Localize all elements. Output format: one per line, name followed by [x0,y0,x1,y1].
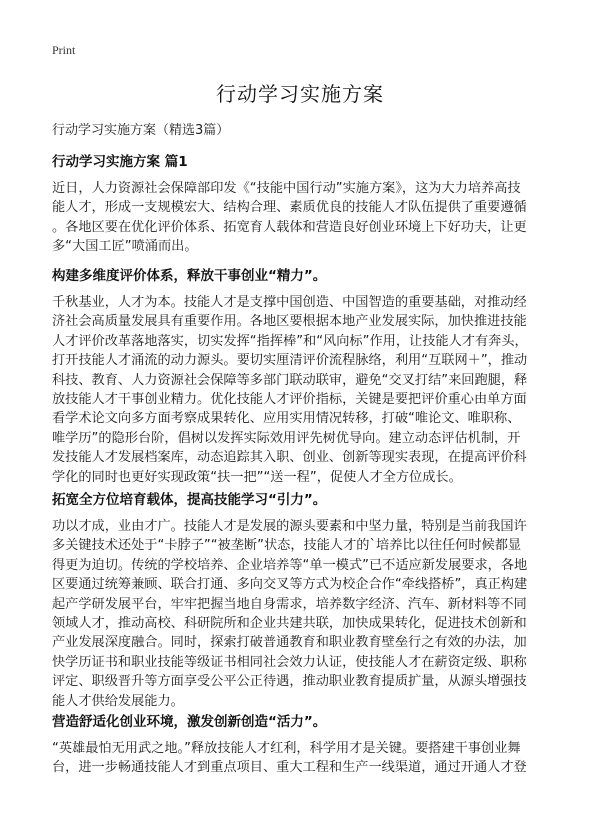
paragraph-line: 评定、职级晋升等方面享受公平公正待遇，推动职业教育提质扩量，从源头增强技 [52,674,527,690]
paragraph-line: 学化的同时也更好实现政策“扶一把”“送一程”，促使人才全方位成长。 [52,469,462,485]
paragraph-line: 快学历证书和职业技能等级证书相同社会效力认证，使技能人才在薪资定级、职称 [52,654,527,670]
paragraph-line: “英雄最怕无用武之地。”释放技能人才红利，科学用才是关键。要搭建干事创业舞 [52,741,521,756]
paragraph-line: 台，进一步畅通技能人才到重点项目、重大工程和生产一线渠道，通过开通人才登 [52,760,527,776]
paragraph-line: 能人才供给发展能力。 [52,693,184,709]
paragraph-line: 看学术论文向多方面考察成果转化、应用实用情况转移，打破“唯论文、唯职称、 [52,411,521,427]
paragraph-line: 打开技能人才涌流的动力源头。要切实厘清评价流程脉络，利用“互联网＋”，推动 [52,353,528,369]
paragraph-line: 起产学研发展平台，牢牢把握当地自身需求，培养数字经济、汽车、新材料等不同 [52,596,527,612]
paragraph-line: 多关键技术还处于“卡脖子”“被垄断”状态，技能人才的`培养比以往任何时候都显 [52,538,522,554]
paragraph-line: 功以才成，业由才广。技能人才是发展的源头要素和中坚力量，特别是当前我国许 [52,519,527,534]
section-heading-3: 拓宽全方位培育载体，提高技能学习“引力”。 [52,492,327,508]
document-subtitle: 行动学习实施方案（精选3篇） [52,123,230,138]
paragraph-line: 千秋基业，人才为本。技能人才是支撑中国创造、中国智造的重要基础，对推动经 [52,295,527,310]
section-paragraph-2 [52,293,556,487]
section-paragraph-4 [52,739,556,778]
section-paragraph-1 [52,179,556,257]
document-title: 行动学习实施方案 [216,82,384,106]
print-label[interactable]: Print [52,43,76,57]
paragraph-line: 济社会高质量发展具有重要作用。各地区要根据本地产业发展实际，加快推进技能 [52,314,527,330]
paragraph-line: 区要通过统筹兼顾、联合打通、多向交叉等方式为校企合作“牵线搭桥”，真正构建 [52,577,528,593]
section-heading-2: 构建多维度评价体系，释放干事创业“精力”。 [52,268,327,284]
paragraph-line: 产业发展深度融合。同时，探索打破普通教育和职业教育壁垒行之有效的办法，加 [52,635,527,651]
paragraph-line: 人才评价改革落地落实，切实发挥“指挥棒”和“风向标”作用，让技能人才有奔头， [52,333,528,349]
paragraph-line: 近日，人力资源社会保障部印发《“技能中国行动”实施方案》，这为大力培养高技 [52,181,521,196]
section-heading-4: 营造舒适化创业环境，激发创新创造“活力”。 [52,714,327,730]
section-heading-1: 行动学习实施方案 篇1 [52,154,188,170]
paragraph-line: 。各地区要在优化评价体系、拓宽育人载体和营造良好创业环境上下好功夫，让更 [52,219,527,235]
paragraph-line: 能人才，形成一支规模宏大、结构合理、素质优良的技能人才队伍提供了重要遵循 [52,200,527,216]
paragraph-line: 唯学历”的隐形台阶，倡树以发挥实际效用评先树优导向。建立动态评估机制，开 [52,430,521,446]
section-paragraph-3 [52,517,556,711]
paragraph-line: 放技能人才干事创业精力。优化技能人才评价指标，关键是要把评价重心由单方面 [52,392,527,408]
paragraph-line: 发技能人才发展档案库，动态追踪其入职、创业、创新等现实表现，在提高评价科 [52,450,527,466]
paragraph-line: 领域人才，推动高校、科研院所和企业共建共联，加快成果转化，促进技术创新和 [52,616,527,632]
paragraph-line: 科技、教育、人力资源社会保障等多部门联动联审，避免“交叉打结”来回跑腿，释 [52,372,528,388]
paragraph-line: 得更为迫切。传统的学校培养、企业培养等“单一模式”已不适应新发展要求，各地 [52,557,528,573]
paragraph-line: 多“大国工匠”喷涌而出。 [52,239,198,255]
